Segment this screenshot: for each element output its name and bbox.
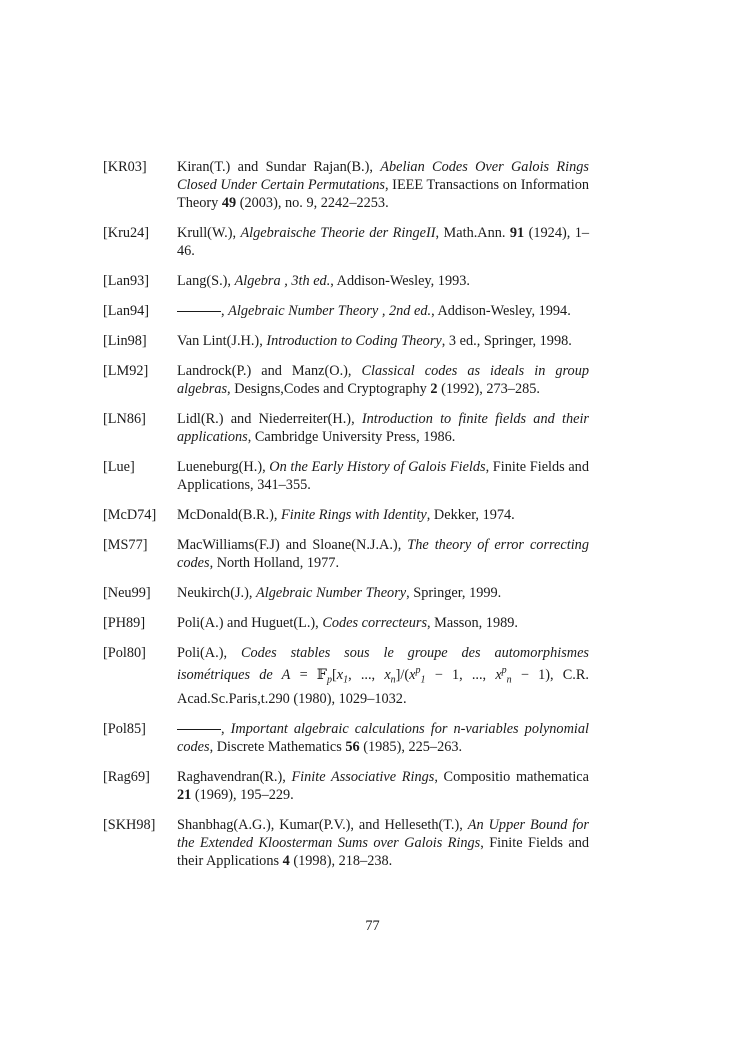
citation-key: [MS77]: [103, 537, 148, 553]
citation-fragment: The theory of error correcting codes: [177, 537, 589, 571]
bibliography-list: [103, 158, 589, 882]
citation-fragment: On the Early History of Galois Fields: [269, 459, 486, 475]
citation-fragment: ,: [221, 303, 229, 319]
citation-fragment: Algebra , 3th ed.: [234, 273, 331, 289]
citation-fragment: − 1, ...,: [425, 666, 496, 683]
citation-fragment: ]/(: [395, 666, 410, 683]
bib-entry: [103, 458, 589, 494]
citation-fragment: Van Lint(J.H.),: [177, 333, 267, 349]
citation-fragment: , Dekker, 1974.: [426, 507, 515, 523]
citation-fragment: Kiran(T.) and Sundar Rajan(B.),: [177, 159, 381, 175]
citation-fragment: Poli(A.),: [177, 645, 241, 661]
citation-fragment: (1998), 218–238.: [289, 852, 393, 869]
bib-entry: [103, 644, 589, 708]
citation-fragment: x: [495, 666, 502, 683]
repeated-author-dash: [177, 311, 221, 312]
citation-text: [177, 644, 589, 708]
citation-fragment: Algebraische Theorie der RingeII: [240, 225, 436, 241]
citation-fragment: Krull(W.),: [177, 225, 241, 241]
bib-entry: [103, 302, 589, 320]
bib-entry: [103, 272, 589, 290]
citation-key: [SKH98]: [103, 816, 156, 833]
citation-fragment: Neukirch(J.),: [177, 585, 257, 601]
bib-entry: [103, 536, 589, 572]
citation-fragment: 2: [430, 381, 438, 397]
citation-text: [177, 458, 589, 494]
citation-key: [KR03]: [103, 159, 147, 175]
citation-text: [177, 614, 589, 632]
citation-fragment: [: [331, 666, 337, 683]
citation-fragment: p: [326, 674, 332, 686]
citation-fragment: 4: [282, 852, 290, 869]
citation-fragment: Classical codes as ideals in group algebras: [177, 363, 589, 397]
citation-fragment: Algebraic Number Theory: [256, 585, 407, 601]
citation-fragment: , IEEE Transactions on Information Theory: [177, 177, 589, 211]
citation-key: [McD74]: [103, 507, 157, 523]
citation-fragment: , Masson, 1989.: [427, 615, 518, 631]
citation-text: [177, 332, 589, 350]
citation-fragment: Finite Associative Rings: [291, 768, 435, 785]
citation-fragment: Finite Rings with Identity: [281, 507, 427, 523]
citation-fragment: (1992), 273–285.: [437, 381, 540, 397]
bib-entry: [103, 614, 589, 632]
citation-fragment: 91: [509, 225, 525, 241]
citation-text: [177, 272, 589, 290]
citation-key: [Rag69]: [103, 768, 150, 785]
citation-key: [Neu99]: [103, 585, 151, 601]
citation-fragment: x: [336, 666, 344, 683]
citation-fragment: n: [506, 674, 512, 686]
citation-fragment: n: [390, 674, 396, 686]
bib-entry: [103, 224, 589, 260]
bib-entry: [103, 584, 589, 602]
citation-fragment: 56: [345, 738, 360, 755]
citation-key: [Lin98]: [103, 333, 147, 349]
citation-fragment: , Discrete Mathematics: [209, 738, 346, 755]
citation-key: [LN86]: [103, 411, 146, 427]
citation-fragment: p: [415, 665, 421, 676]
citation-fragment: p: [501, 665, 507, 676]
citation-key: [Pol80]: [103, 645, 146, 661]
citation-fragment: , North Holland, 1977.: [209, 555, 340, 571]
citation-fragment: , 3 ed., Springer, 1998.: [441, 333, 572, 349]
citation-key: [Lan93]: [103, 273, 150, 289]
citation-fragment: An Upper Bound for the Extended Kloosterman Sums over Galois Rings: [177, 816, 589, 851]
citation-fragment: Raghavendran(R.),: [177, 768, 292, 785]
citation-fragment: (2003), no. 9, 2242–2253.: [236, 195, 389, 211]
citation-fragment: , Math.Ann.: [435, 225, 510, 241]
citation-fragment: , Designs,Codes and Cryptography: [227, 381, 431, 397]
citation-text: [177, 768, 589, 804]
citation-key: [Lan94]: [103, 303, 150, 319]
bib-entry: [103, 506, 589, 524]
page-number: 77: [365, 918, 380, 934]
citation-fragment: (1969), 195–229.: [191, 786, 294, 803]
citation-fragment: , C.R. Acad.Sc.Paris,t.290 (1980), 1029–1032.: [177, 666, 589, 707]
citation-fragment: (1985), 225–263.: [359, 738, 463, 755]
citation-fragment: = 𝔽: [290, 666, 327, 683]
bib-entry: [103, 158, 589, 212]
citation-fragment: Lang(S.),: [177, 273, 235, 289]
citation-fragment: Codes stables sous le groupe des automorphismes isométriques de: [177, 645, 589, 683]
citation-text: [177, 536, 589, 572]
citation-fragment: , Springer, 1999.: [406, 585, 502, 601]
citation-text: [177, 720, 589, 756]
citation-fragment: Landrock(P.) and Manz(O.),: [177, 363, 362, 379]
citation-text: [177, 506, 589, 524]
repeated-author-dash: [177, 729, 221, 730]
citation-text: [177, 158, 589, 212]
citation-fragment: Lidl(R.) and Niederreiter(H.),: [177, 411, 362, 427]
citation-fragment: McDonald(B.R.),: [177, 507, 282, 523]
citation-fragment: Lueneburg(H.),: [177, 459, 270, 475]
citation-key: [PH89]: [103, 615, 146, 631]
bib-entry: [103, 332, 589, 350]
citation-fragment: 49: [221, 195, 237, 211]
bib-entry: [103, 362, 589, 398]
citation-fragment: , Addison-Wesley, 1994.: [431, 303, 571, 319]
citation-fragment: Shanbhag(A.G.), Kumar(P.V.), and Helleseth(T.),: [177, 816, 468, 833]
citation-fragment: Abelian Codes Over Galois Rings Closed Under Certain Permutations: [177, 159, 589, 193]
citation-key: [Pol85]: [103, 720, 146, 737]
citation-text: [177, 584, 589, 602]
citation-key: [Kru24]: [103, 225, 150, 241]
citation-fragment: , Finite Fields and their Applications: [177, 834, 589, 869]
citation-fragment: x: [409, 666, 416, 683]
citation-fragment: , ...,: [348, 666, 385, 683]
citation-fragment: 21: [177, 786, 192, 803]
citation-fragment: x: [384, 666, 391, 683]
citation-text: [177, 816, 589, 870]
citation-text: [177, 362, 589, 398]
citation-fragment: Introduction to finite fields and their applications: [177, 411, 589, 445]
citation-key: [LM92]: [103, 363, 149, 379]
citation-fragment: Codes correcteurs: [322, 615, 428, 631]
citation-fragment: MacWilliams(F.J) and Sloane(N.J.A.),: [177, 537, 408, 553]
bib-entry: [103, 410, 589, 446]
citation-fragment: Poli(A.) and Huguet(L.),: [177, 615, 323, 631]
citation-fragment: , Cambridge University Press, 1986.: [247, 429, 456, 445]
citation-key: [Lue]: [103, 459, 135, 475]
bib-entry: [103, 816, 589, 870]
citation-fragment: Algebraic Number Theory , 2nd ed.: [228, 303, 432, 319]
citation-fragment: 1: [420, 674, 426, 686]
citation-fragment: Introduction to Coding Theory: [266, 333, 442, 349]
citation-text: [177, 224, 589, 260]
citation-fragment: , Addison-Wesley, 1993.: [330, 273, 470, 289]
citation-text: [177, 410, 589, 446]
bib-entry: [103, 768, 589, 804]
bib-entry: [103, 720, 589, 756]
citation-fragment: − 1): [511, 666, 550, 683]
citation-fragment: ,: [221, 720, 231, 737]
citation-fragment: (1924), 1–46.: [177, 225, 590, 259]
citation-fragment: , Finite Fields and Applications, 341–355.: [177, 459, 589, 493]
citation-fragment: Important algebraic calculations for n-variables polynomial codes: [177, 720, 589, 755]
citation-fragment: 1: [343, 674, 349, 686]
citation-text: [177, 302, 589, 320]
citation-fragment: A: [281, 666, 291, 683]
citation-fragment: , Compositio mathematica: [434, 768, 589, 785]
